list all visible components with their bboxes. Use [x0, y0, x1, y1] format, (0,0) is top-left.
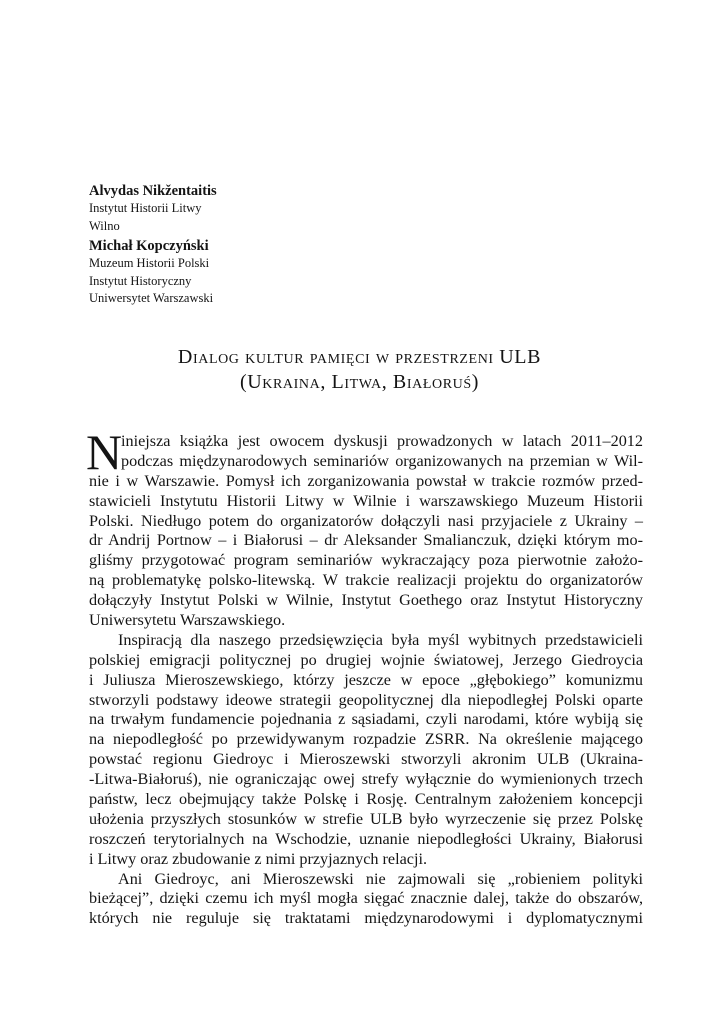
text-line: iniejsza książka jest owocem dyskusji prowadzonych w latach 2011–2012	[121, 432, 643, 450]
text-line: ułożenia przyszłych stosunków w strefie ULB było wyrzeczenie się przez Polskę	[89, 809, 643, 828]
text-line: powstać regionu Giedroyc i Mieroszewski stworzyli akronim ULB (Ukraina-	[89, 750, 643, 769]
text-line: gliśmy przygotować program seminariów wykraczający poza pierwotnie założo-	[89, 551, 643, 570]
body-text	[86, 424, 643, 929]
text-line: i Juliusza Mieroszewskiego, którzy jeszcze w epoce „głębokiego” komunizmu	[89, 670, 643, 689]
authors-block	[89, 182, 217, 308]
author-name: Alvydas Nikžentaitis	[89, 183, 217, 199]
text-line: państw, lecz obejmujący także Polskę i Rosję. Centralnym założeniem koncepcji	[89, 790, 643, 809]
author-affiliation: Instytut Historyczny	[89, 273, 192, 288]
text-line: polskiej emigracji politycznej po drugiej wojnie światowej, Jerzego Giedroycia	[89, 650, 643, 669]
chapter-subtitle-line: (Ukraina, Litwa, Białoruś)	[239, 371, 480, 393]
text-line: -Litwa-Białoruś), nie ograniczając owej strefy wyłącznie do wymienionych trzech	[89, 770, 643, 789]
author-affiliation: Instytut Historii Litwy	[89, 201, 202, 215]
text-line: stawicieli Instytutu Historii Litwy w Wilnie i warszawskiego Muzeum Historii	[89, 491, 643, 510]
text-line: Inspiracją dla naszego przedsięwzięcia była myśl wybitnych przedstawicieli	[118, 630, 643, 649]
author-affiliation: Wilno	[89, 218, 120, 233]
author-affiliation: Muzeum Historii Polski	[89, 256, 210, 270]
text-line: na trwałym fundamencie pojednania z sąsiadami, czyli narodami, które wybiją się	[89, 710, 643, 729]
text-line: nie i w Warszawie. Pomysł ich zorganizowania powstał w trakcie rozmów przed-	[89, 471, 643, 490]
text-line: których nie reguluje się traktatami międzynarodowymi i dyplomatycznymi	[89, 909, 643, 928]
drop-cap: N	[86, 424, 123, 480]
chapter-title-line: Dialog kultur pamięci w przestrzeni ULB	[177, 346, 542, 368]
text-line: dołączyły Instytut Polski w Wilnie, Instytut Goethego oraz Instytut Historyczny	[89, 591, 643, 610]
text-line: na niepodległość po przewidywanym rozpadzie ZSRR. Na określenie mającego	[89, 730, 643, 749]
text-line: Uniwersytetu Warszawskiego.	[89, 611, 286, 630]
text-line: Polski. Niedługo potem do organizatorów dołączyli nasi przyjaciele z Ukrainy –	[89, 511, 643, 530]
text-line: podczas międzynarodowych seminariów organizowanych na przemian w Wil-	[121, 451, 643, 470]
author-name: Michał Kopczyński	[89, 238, 209, 254]
text-line: Ani Giedroyc, ani Mieroszewski nie zajmowali się „robieniem polityki	[118, 869, 643, 888]
text-line: dr Andrij Portnow – i Białorusi – dr Aleksander Smalianczuk, dzięki którym mo-	[89, 531, 643, 550]
text-line: bieżącej”, dzięki czemu ich myśl mogła sięgać znacznie dalej, także do obszarów,	[89, 889, 643, 908]
chapter-title	[0, 345, 719, 395]
text-line: roszczeń terytorialnych na Wschodzie, uznanie niepodległości Ukrainy, Białorusi	[89, 829, 643, 848]
text-line: i Litwy oraz zbudowanie z nimi przyjaznych relacji.	[89, 849, 428, 868]
author-affiliation: Uniwersytet Warszawski	[89, 291, 214, 305]
text-line: ną problematykę polsko-litewską. W trakcie realizacji projektu do organizatorów	[89, 571, 643, 590]
text-line: stworzyli podstawy ideowe strategii geopolitycznej dla niepodległej Polski oparte	[89, 690, 643, 709]
